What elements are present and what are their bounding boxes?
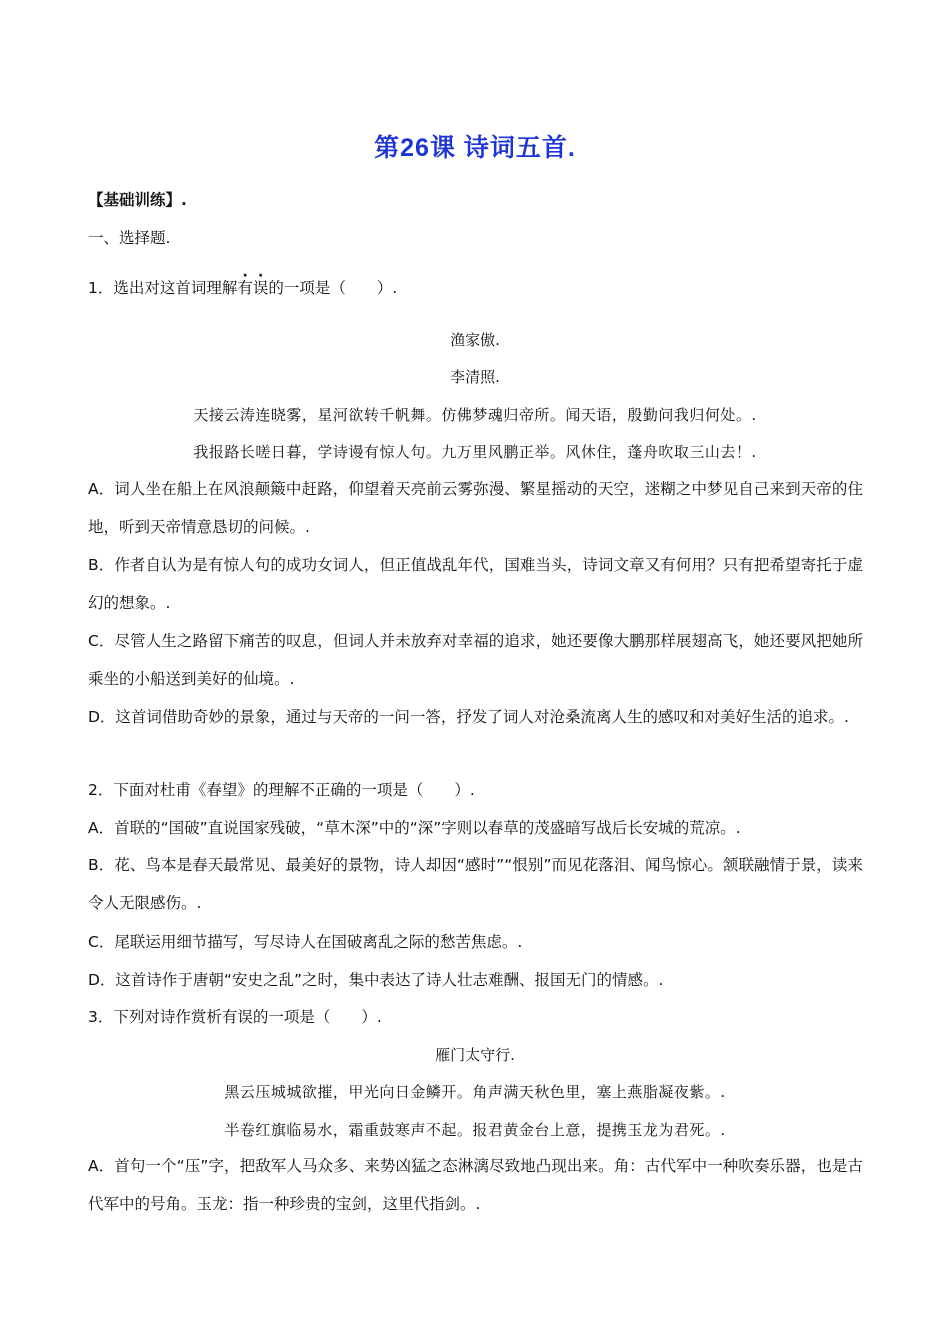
part-heading: 一、选择题. <box>88 229 171 247</box>
question-2-option-c: C．尾联运用细节描写，写尽诗人在国破离乱之际的愁苦焦虑。. <box>88 933 523 951</box>
poem-3-title: 雁门太守行. <box>435 1046 515 1064</box>
question-1-stem <box>88 278 863 298</box>
question-2-option-a: A．首联的“国破”直说国家残破，“草木深”中的“深”字则以春草的茂盛暗写战后长安城的荒凉。. <box>88 819 741 837</box>
emphasis-dot-char: 误 <box>252 279 269 297</box>
question-3-option-a: A．首句一个“压”字，把敌军人马众多、来势凶猛之态淋漓尽致地凸现出来。角：古代军中一种吹奏乐器，也是古代军中的号角。玉龙：指一种珍贵的宝剑，这里代指剑。. <box>88 1157 863 1213</box>
question-1-option-b: B．作者自认为是有惊人句的成功女词人，但正值战乱年代，国难当头，诗词文章又有何用？只有把希望寄托于虚幻的想象。. <box>88 556 863 612</box>
poem-1-line: 天接云涛连晓雾，星河欲转千帆舞。仿佛梦魂归帝所。闻天语，殷勤问我归何处。. <box>193 406 757 424</box>
poem-1-title: 渔家傲. <box>450 331 500 349</box>
question-2-stem: 2．下面对杜甫《春望》的理解不正确的一项是（ ）. <box>88 781 475 799</box>
question-1-option-d: D．这首词借助奇妙的景象，通过与天帝的一问一答，抒发了词人对沧桑流离人生的感叹和对美好生活的追求。. <box>88 708 849 726</box>
poem-3-line: 黑云压城城欲摧，甲光向日金鳞开。角声满天秋色里，塞上燕脂凝夜紫。. <box>224 1083 726 1101</box>
poem-1-line: 我报路长嗟日暮，学诗谩有惊人句。九万里风鹏正举。风休住，蓬舟吹取三山去！. <box>193 443 757 461</box>
section-label: 【基础训练】. <box>88 191 187 209</box>
lesson-title: 第26课 诗词五首. <box>374 134 576 162</box>
question-1-option-a: A．词人坐在船上在风浪颠簸中赶路，仰望着天亮前云雾弥漫、繁星摇动的天空，迷糊之中梦见自己来到天帝的住地，听到天帝情意恳切的问候。. <box>88 480 863 536</box>
question-2-option-d: D．这首诗作于唐朝“安史之乱”之时，集中表达了诗人壮志难酬、报国无门的情感。. <box>88 971 664 989</box>
question-1-option-c: C．尽管人生之路留下痛苦的叹息，但词人并未放弃对幸福的追求，她还要像大鹏那样展翅高飞，她还要风把她所乘坐的小船送到美好的仙境。. <box>88 632 863 688</box>
question-3-stem: 3．下列对诗作赏析有误的一项是（ ）. <box>88 1008 382 1026</box>
question-2-option-b: B．花、鸟本是春天最常见、最美好的景物，诗人却因“感时”“恨别”而见花落泪、闻鸟惊心。颔联融情于景，读来令人无限感伤。. <box>88 856 863 912</box>
poem-1-author: 李清照. <box>450 368 500 386</box>
emphasis-dot-char: 有 <box>237 279 253 297</box>
question-1-stem-prefix: 1．选出对这首词理解 <box>88 279 238 297</box>
poem-3-line: 半卷红旗临易水，霜重鼓寒声不起。报君黄金台上意，提携玉龙为君死。. <box>224 1121 726 1139</box>
question-1-stem-suffix: 的一项是（ ）. <box>268 279 398 297</box>
